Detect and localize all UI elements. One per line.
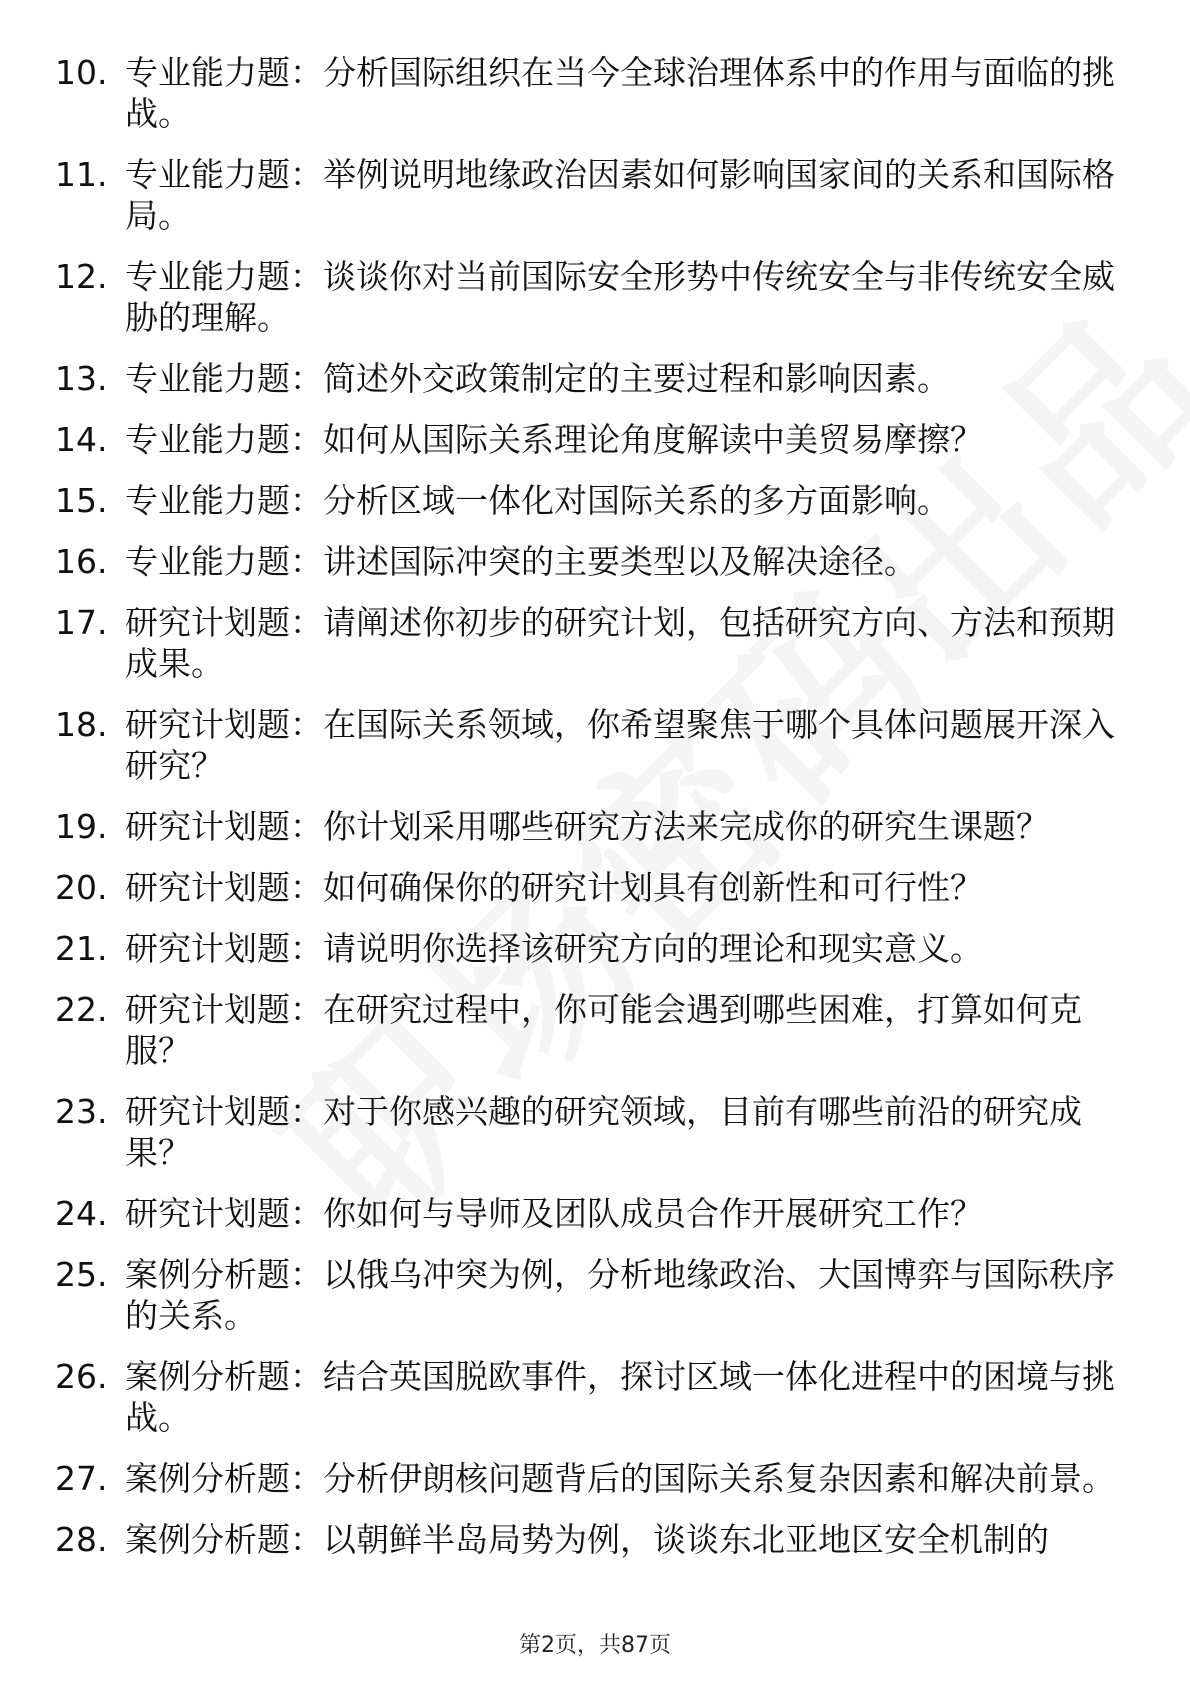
question-category: 研究计划题：: [125, 929, 323, 968]
question-text: 在国际关系领域，你希望聚焦于哪个具体问题展开深入研究？: [125, 705, 1115, 785]
question-body: [125, 1356, 1125, 1438]
question-item: [55, 989, 1125, 1071]
question-item: [55, 154, 1125, 236]
question-text: 分析区域一体化对国际关系的多方面影响。: [323, 481, 950, 520]
question-text: 举例说明地缘政治因素如何影响国家间的关系和国际格局。: [125, 155, 1115, 235]
question-number: 11.: [55, 155, 108, 194]
question-category: 案例分析题：: [125, 1255, 323, 1294]
question-item: [55, 602, 1125, 684]
question-number: 23.: [55, 1092, 108, 1131]
question-item: [55, 1193, 1125, 1234]
question-item: [55, 867, 1125, 908]
question-text: 如何确保你的研究计划具有创新性和可行性？: [323, 868, 983, 907]
question-category: 研究计划题：: [125, 705, 323, 744]
question-item: [55, 928, 1125, 969]
question-number: 28.: [55, 1520, 108, 1559]
question-number: 22.: [55, 990, 108, 1029]
question-body: [125, 806, 1125, 847]
question-body: [125, 480, 1125, 521]
question-text: 如何从国际关系理论角度解读中美贸易摩擦？: [323, 420, 983, 459]
question-item: [55, 1091, 1125, 1173]
question-category: 专业能力题：: [125, 420, 323, 459]
question-body: [125, 541, 1125, 582]
question-number: 17.: [55, 603, 108, 642]
question-body: [125, 52, 1125, 134]
question-category: 案例分析题：: [125, 1357, 323, 1396]
question-body: [125, 1254, 1125, 1336]
question-body: [125, 989, 1125, 1071]
question-number: 16.: [55, 542, 108, 581]
question-item: [55, 1356, 1125, 1438]
question-item: [55, 704, 1125, 786]
question-item: [55, 358, 1125, 399]
question-category: 专业能力题：: [125, 542, 323, 581]
question-category: 专业能力题：: [125, 359, 323, 398]
question-text: 以朝鲜半岛局势为例，谈谈东北亚地区安全机制的: [323, 1520, 1049, 1559]
question-item: [55, 541, 1125, 582]
question-number: 24.: [55, 1194, 108, 1233]
question-number: 10.: [55, 53, 108, 92]
question-number: 12.: [55, 257, 108, 296]
question-text: 讲述国际冲突的主要类型以及解决途径。: [323, 542, 917, 581]
question-text: 你计划采用哪些研究方法来完成你的研究生课题？: [323, 807, 1049, 846]
question-text: 你如何与导师及团队成员合作开展研究工作？: [323, 1194, 983, 1233]
question-item: [55, 1519, 1125, 1560]
question-body: [125, 256, 1125, 338]
question-item: [55, 419, 1125, 460]
question-number: 14.: [55, 420, 108, 459]
question-body: [125, 358, 1125, 399]
question-category: 研究计划题：: [125, 1194, 323, 1233]
question-category: 案例分析题：: [125, 1520, 323, 1559]
question-number: 13.: [55, 359, 108, 398]
question-number: 26.: [55, 1357, 108, 1396]
question-category: 研究计划题：: [125, 807, 323, 846]
question-number: 18.: [55, 705, 108, 744]
question-number: 21.: [55, 929, 108, 968]
question-item: [55, 52, 1125, 134]
question-number: 27.: [55, 1459, 108, 1498]
question-body: [125, 154, 1125, 236]
question-category: 研究计划题：: [125, 868, 323, 907]
question-number: 19.: [55, 807, 108, 846]
question-text: 分析国际组织在当今全球治理体系中的作用与面临的挑战。: [125, 53, 1115, 133]
question-category: 研究计划题：: [125, 990, 323, 1029]
question-text: 简述外交政策制定的主要过程和影响因素。: [323, 359, 950, 398]
question-category: 研究计划题：: [125, 1092, 323, 1131]
question-item: [55, 1458, 1125, 1499]
question-category: 案例分析题：: [125, 1459, 323, 1498]
question-text: 请说明你选择该研究方向的理论和现实意义。: [323, 929, 983, 968]
question-body: [125, 704, 1125, 786]
question-body: [125, 419, 1125, 460]
question-text: 请阐述你初步的研究计划，包括研究方向、方法和预期成果。: [125, 603, 1115, 683]
question-category: 专业能力题：: [125, 257, 323, 296]
question-number: 20.: [55, 868, 108, 907]
question-item: [55, 1254, 1125, 1336]
question-body: [125, 1091, 1125, 1173]
question-body: [125, 1458, 1125, 1499]
question-body: [125, 867, 1125, 908]
question-text: 以俄乌冲突为例，分析地缘政治、大国博弈与国际秩序的关系。: [125, 1255, 1115, 1335]
question-body: [125, 1193, 1125, 1234]
question-list: [55, 52, 1125, 1580]
question-number: 25.: [55, 1255, 108, 1294]
question-text: 在研究过程中，你可能会遇到哪些困难，打算如何克服？: [125, 990, 1082, 1070]
question-body: [125, 602, 1125, 684]
question-text: 分析伊朗核问题背后的国际关系复杂因素和解决前景。: [323, 1459, 1115, 1498]
question-category: 研究计划题：: [125, 603, 323, 642]
question-item: [55, 806, 1125, 847]
question-body: [125, 1519, 1125, 1560]
question-text: 结合英国脱欧事件，探讨区域一体化进程中的困境与挑战。: [125, 1357, 1115, 1437]
question-item: [55, 256, 1125, 338]
page-footer: 第2页，共87页: [519, 1633, 671, 1658]
question-body: [125, 928, 1125, 969]
question-item: [55, 480, 1125, 521]
question-category: 专业能力题：: [125, 481, 323, 520]
question-category: 专业能力题：: [125, 155, 323, 194]
question-number: 15.: [55, 481, 108, 520]
question-text: 谈谈你对当前国际安全形势中传统安全与非传统安全威胁的理解。: [125, 257, 1115, 337]
question-category: 专业能力题：: [125, 53, 323, 92]
question-text: 对于你感兴趣的研究领域，目前有哪些前沿的研究成果？: [125, 1092, 1082, 1172]
